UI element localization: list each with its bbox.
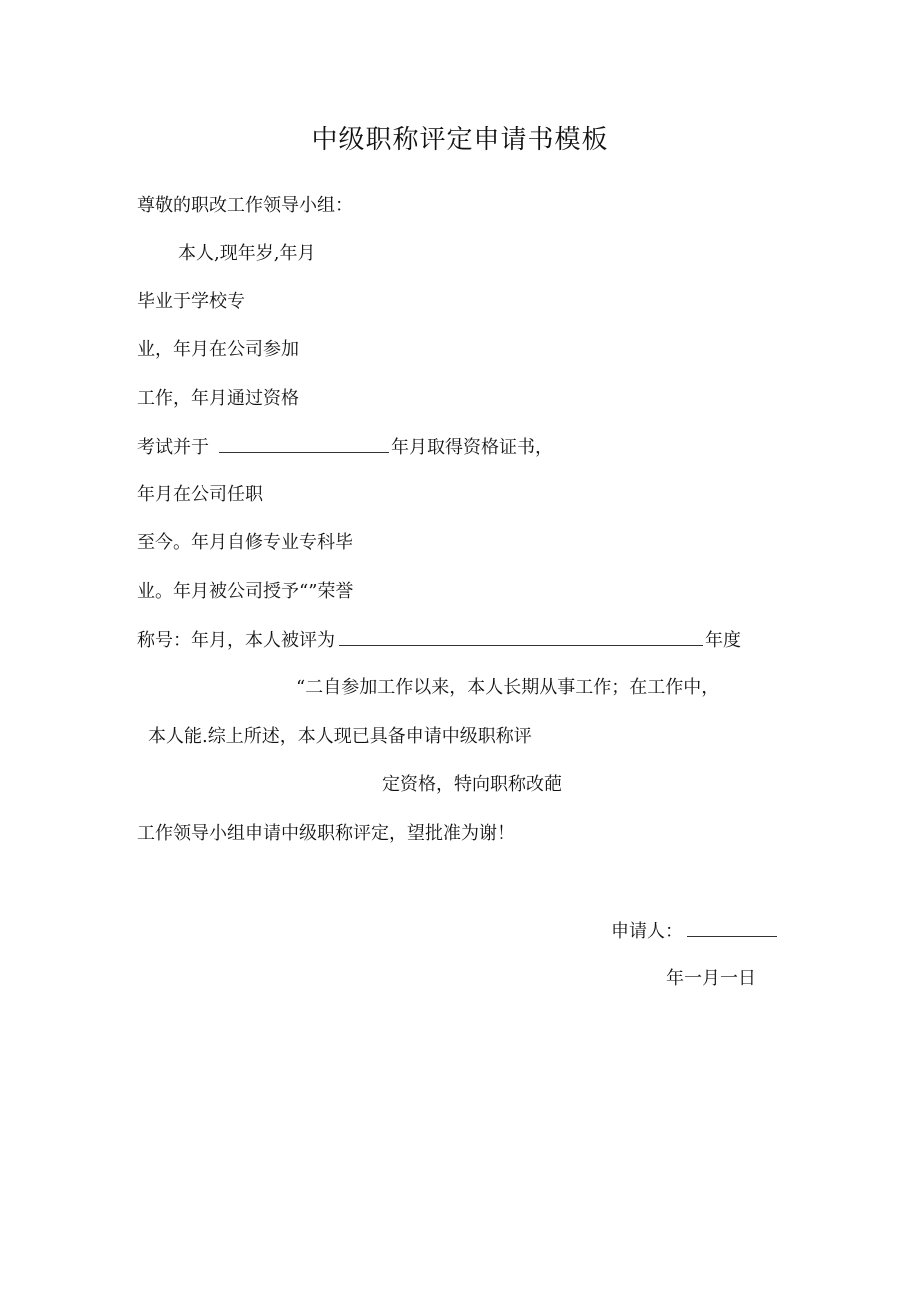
document-title: 中级职称评定申请书模板 (311, 125, 609, 155)
body-line-4: 工作，年月通过资格 (137, 388, 299, 409)
exam-line-before: 考试并于 (137, 437, 209, 458)
body-line-8: 业。年月被公司授予“”荣誉 (137, 581, 354, 602)
exam-date-blank (219, 434, 389, 453)
body-line-10: “二自参加工作以来，本人长期从事工作；在工作中， (296, 677, 720, 698)
exam-line (137, 434, 553, 461)
body-line-2: 毕业于学校专 (137, 291, 245, 312)
exam-line-after: 年月取得资格证书， (391, 437, 553, 458)
signature-line (611, 918, 777, 945)
body-line-1: 本人,现年岁,年月 (178, 243, 316, 264)
body-line-13: 工作领导小组申请中级职称评定，望批准为谢！ (137, 823, 515, 844)
award-line (137, 627, 741, 654)
body-line-3: 业，年月在公司参加 (137, 339, 299, 360)
award-line-after: 年度 (705, 630, 741, 651)
salutation: 尊敬的职改工作领导小组： (137, 195, 353, 216)
signature-blank (687, 918, 777, 937)
body-line-12: 定资格，特向职称改葩 (382, 774, 562, 795)
body-line-11: 本人能.综上所述，本人现已具备申请中级职称评 (148, 726, 532, 747)
body-line-7: 至今。年月自修专业专科毕 (137, 532, 353, 553)
signature-label: 申请人： (611, 921, 683, 942)
award-line-before: 称号：年月，本人被评为 (137, 630, 335, 651)
award-blank (339, 627, 703, 646)
body-line-6: 年月在公司任职 (137, 484, 263, 505)
signature-date: 年一月一日 (666, 968, 756, 989)
